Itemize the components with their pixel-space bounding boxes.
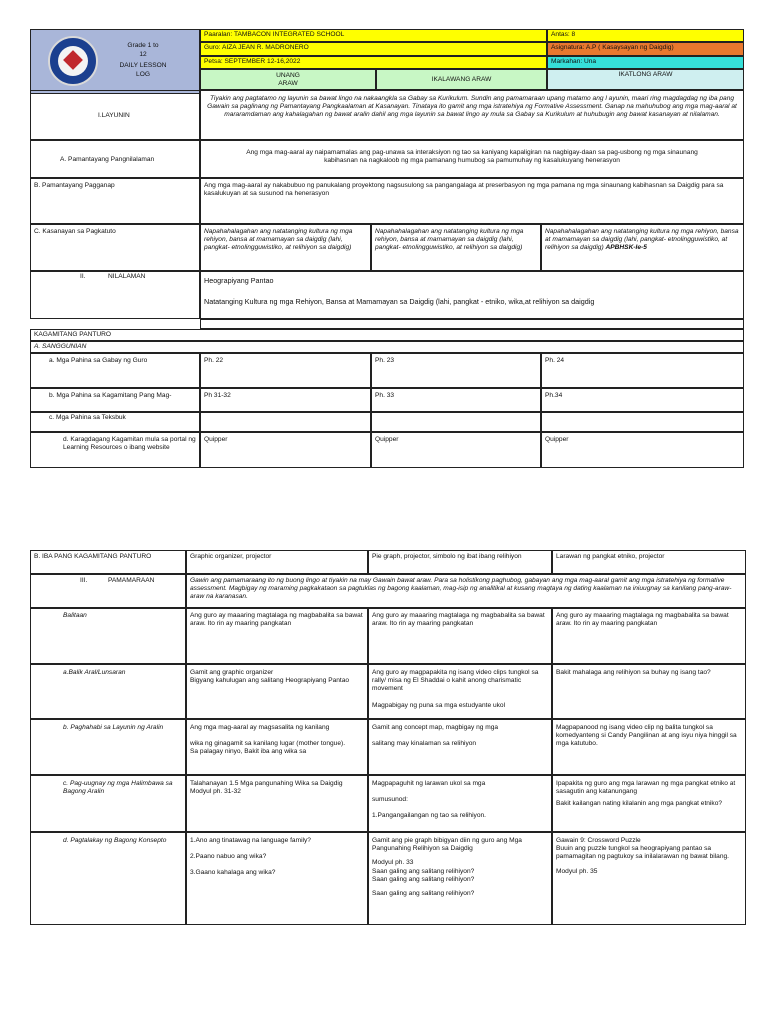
pagtalakay-day1-line2: 2.Paano nabuo ang wika? <box>190 853 267 861</box>
pag-uugnay-day1-line2: Modyul ph. 31-32 <box>190 788 241 796</box>
teksbuk-day3 <box>541 412 744 432</box>
balik-aral-day1 <box>186 664 368 719</box>
karagdagang-kagamitan-day3: Quipper <box>541 432 744 468</box>
grade-label: Grade 1 to <box>127 42 159 49</box>
pagtalakay-day3-line1: Gawain 9: Crossword Puzzle <box>556 837 641 844</box>
nilalaman-topic1: Heograpiyang Pantao <box>204 276 274 285</box>
gabay-guro-day2: Ph. 23 <box>371 353 541 388</box>
iba-pang-kagamitan-day1: Graphic organizer, projector <box>186 550 368 574</box>
pagtalakay-day1 <box>186 832 368 925</box>
kagamitang-pang-mag-aaral-label: b. Mga Pahina sa Kagamitang Pang Mag- <box>30 388 200 412</box>
balitaan-day2: Ang guro ay maaaring magtalaga ng magbabalita sa bawat araw. Ito rin ay maaring pangkatan <box>368 608 552 664</box>
gabay-guro-day3: Ph. 24 <box>541 353 744 388</box>
kasanayan-day2: Napahahalagahan ang natatanging kultura ng mga rehiyon, bansa at mamamayan sa daigdig (lahi, pangkat- etnolingguwistiko, at relihiyon sa daigdig) <box>371 224 541 271</box>
teksbuk-day2 <box>371 412 541 432</box>
pag-uugnay-day3-line2: Bakit kailangan nating kilalanin ang mga pangkat etniko? <box>556 800 723 808</box>
pag-uugnay-day2 <box>368 775 552 832</box>
paghahabi-day1-line3: Sa palagay ninyo, Bakit iba ang wika sa <box>190 748 307 756</box>
grade-label-2: 12 <box>139 51 147 58</box>
kagamitang-pang-mag-aaral-day3: Ph.34 <box>541 388 744 412</box>
pagtalakay-day1-line3: 3.Gaano kahalaga ang wika? <box>190 869 276 877</box>
paghahabi-day1-line2: wika ng ginagamit sa kanilang lugar (mother tongue). <box>190 740 346 748</box>
pag-uugnay-label: c. Pag-uugnay ng mga Halimbawa sa Bagong Aralin <box>30 775 186 832</box>
quarter-field: Markahan: Una <box>547 56 744 69</box>
balik-aral-day2-line1: Ang guro ay magpapakita ng isang video clips tungkol sa rally/ misa ng El Shaddai o kahit anong charismatic movement <box>372 669 539 693</box>
karagdagang-kagamitan-day2: Quipper <box>371 432 541 468</box>
kagamitang-pang-mag-aaral-day2: Ph. 33 <box>371 388 541 412</box>
grade-level-field: Antas: 8 <box>547 29 744 42</box>
pag-uugnay-day2-line2: sumusunod: <box>372 796 408 804</box>
teacher-field: Guro: AIZA JEAN R. MADRONERO <box>200 42 547 56</box>
pagtalakay-day2 <box>368 832 552 925</box>
pamamaraan-text: Gawin ang pamamaraang ito ng buong lingo at tiyakin na may Gawain bawat araw. Para sa holistikong paghubog, gabayan ang mga mag-aaral gamit ang mga istratehiya ng formative assessment. Magbigay ng maraming pagkakataon sa pagtuklas ng bagong kaalaman, mag-isip ng analitikal at kusang magtaya ng dating kaalaman na iniuugnay sa kanilang pang-araw-araw na karanasan. <box>186 574 746 608</box>
pagtalakay-day2-line1: Gamit ang pie graph bibigyan diin ng guro ang Mga Pangunahing Relihiyon sa Daigdig <box>372 837 522 853</box>
layunin-text: Tiyakin ang pagtatamo ng layunin sa bawat lingo na nakaangkla sa Gabay sa Kurikulum. Sundin ang pamamaraan upang matamo ang l ayunin, maari ring magdagdag ng iba pang Gawain sa paglinang ng Pamantayang Pangkaalaman at Kasanayan. Tinataya ito gamit ang mga istratehiya ng Formative Assessment. Ganap na mahuhubog ang mga mag-aaral at mararamdaman ang kahalagahan ng bawat aralin dahil ang mga layunin sa bawat lingo ay mula sa Gabay sa Kurikulum at huhubugin ang bawat kasanayan at nilalaman. <box>200 90 744 140</box>
gabay-guro-label: a. Mga Pahina sa Gabay ng Guro <box>30 353 200 388</box>
pag-uugnay-day1-line1: Talahanayan 1.5 Mga pangunahing Wika sa Daigdig <box>190 780 343 787</box>
kasanayan-day1: Napahahalagahan ang natatanging kultura ng mga rehiyon, bansa at mamamayan sa daigdig (lahi, pangkat- etnolingguwistiko, at relihiyon sa daigdig) <box>200 224 371 271</box>
paghahabi-day1-line1: Ang mga mag-aaral ay magsasalita ng kanilang <box>190 724 330 731</box>
day1-header-line1: UNANG <box>276 72 300 79</box>
log-title: DAILY LESSON <box>119 62 167 69</box>
subject-field: Asignatura: A.P ( Kasaysayan ng Daigdig) <box>547 42 744 56</box>
pamantayang-pangnilalaman-text: Ang mga mag-aaral ay naipamamalas ang pag-unawa sa interaksiyon ng tao sa kaniyang kapaligiran na nagbigay-daan sa pag-usbong ng mga sinaunang kabihasnan na nagkaloob ng mga pamanang humubog sa pamumuhay ng kasalukuyang henerasyon <box>200 140 744 178</box>
pagtalakay-label: d. Pagtalakay ng Bagong Konsepto <box>30 832 186 925</box>
day2-header: IKALAWANG ARAW <box>376 69 547 90</box>
pagtalakay-day3 <box>552 832 746 925</box>
balitaan-day3: Ang guro ay maaaring magtalaga ng magbabalita sa bawat araw. Ito rin ay maaring pangkatan <box>552 608 746 664</box>
school-field: Paaralan: TAMBACON INTEGRATED SCHOOL <box>200 29 547 42</box>
teksbuk-label: c. Mga Pahina sa Teksbuk <box>30 412 200 432</box>
pag-uugnay-day2-line3: 1.Pangangailangan ng tao sa relihiyon. <box>372 812 487 820</box>
paghahabi-day3: Magpapanood ng isang video clip ng balita tungkol sa komedyanteng si Candy Pangilinan at ang isyu niya hinggil sa mga katutubo. <box>552 719 746 775</box>
gabay-guro-day1: Ph. 22 <box>200 353 371 388</box>
pagtalakay-day3-line2: Buuin ang puzzle tungkol sa heograpiyang pantao sa pamamagitan ng pagtukoy sa inilalarawan ng bawat bilang. <box>556 845 730 861</box>
paghahabi-day2-line2: salitang may kinalaman sa relihiyon <box>372 740 477 748</box>
nilalaman-content <box>200 271 744 319</box>
nilalaman-number: II. <box>80 273 86 280</box>
balik-aral-day1-line1: Gamit ang graphic organizer <box>190 669 274 676</box>
teksbuk-day1 <box>200 412 371 432</box>
pag-uugnay-day2-line1: Magpapaguhit ng larawan ukol sa mga <box>372 780 486 787</box>
pagtalakay-day2-line4: Saan galing ang salitang relihiyon? <box>372 875 475 883</box>
pamantayang-pangnilalaman-label: A. Pamantayang Pangnilalaman <box>60 156 155 163</box>
pamantayang-pagganap-label: B. Pamantayang Pagganap <box>30 178 200 224</box>
nilalaman-topic2: Natatanging Kultura ng mga Rehiyon, Bansa at Mamamayan sa Daigdig (lahi, pangkat - etniko, wika,at relihiyon sa daigdig <box>204 297 595 306</box>
pag-uugnay-day3 <box>552 775 746 832</box>
iba-pang-kagamitan-label: B. IBA PANG KAGAMITANG PANTURO <box>30 550 186 574</box>
pag-uugnay-day3-line1: Ipapakita ng guro ang mga larawan ng mga pangkat etniko at sasagutin ang katanungang <box>556 780 736 796</box>
pamamaraan-number: III. <box>80 577 88 584</box>
kasanayan-day3 <box>541 224 744 271</box>
pagtalakay-day3-line3: Modyul ph. 35 <box>556 867 598 875</box>
pag-uugnay-day1 <box>186 775 368 832</box>
kagamitan-label: KAGAMITANG PANTURO <box>30 329 744 341</box>
balik-aral-day2-line2: Magpabigay ng puna sa mga estudyante ukol <box>372 701 506 709</box>
paghahabi-label: b. Paghahabi sa Layunin ng Aralin <box>30 719 186 775</box>
balik-aral-day2 <box>368 664 552 719</box>
balitaan-day1: Ang guro ay maaaring magtalaga ng magbabalita sa bawat araw. Ito rin ay maaring pangkatan <box>186 608 368 664</box>
nilalaman-label: NILALAMAN <box>108 273 146 280</box>
layunin-label: I.LAYUNIN <box>98 112 130 119</box>
karagdagang-kagamitan-day1: Quipper <box>200 432 371 468</box>
day1-header-line2: ARAW <box>278 80 298 88</box>
kasanayan-day3-text: Napahahalagahan ang natatanging kultura ng mga rehiyon, bansa at mamamayan sa daigdig (lahi, pangkat- etnolingguwistiko, at relihiyon sa daigdig) <box>545 228 739 252</box>
paghahabi-day2 <box>368 719 552 775</box>
balik-aral-day3: Bakit mahalaga ang relihiyon sa buhay ng isang tao? <box>552 664 746 719</box>
kagamitan-spacer-cell <box>200 319 744 329</box>
balitaan-label: Balitaan <box>30 608 186 664</box>
kagamitang-pang-mag-aaral-day1: Ph 31-32 <box>200 388 371 412</box>
iba-pang-kagamitan-day3: Larawan ng pangkat etniko, projector <box>552 550 746 574</box>
balik-aral-label: a.Balik Aral/Lunsaran <box>30 664 186 719</box>
day3-header: IKATLONG ARAW <box>547 69 744 90</box>
pamamaraan-label: PAMAMARAAN <box>108 577 155 584</box>
log-title-2: LOG <box>136 71 150 78</box>
balik-aral-day1-line2: Bigyang kahulugan ang salitang Heograpiyang Pantao <box>190 677 350 685</box>
pamantayang-pagganap-text: Ang mga mag-aaral ay nakabubuo ng panukalang proyektong nagsusulong sa pangangalaga at preserbasyon ng mga pamana ng mga sinaunang kabihasnan sa Daigdig para sa kasalukuyan at sa susunod na henerasyon <box>200 178 744 224</box>
kasanayan-day3-code: APBHSK-Ie-5 <box>605 244 647 252</box>
sanggunian-label: A. SANGGUNIAN <box>30 341 744 353</box>
day1-header <box>200 69 376 90</box>
deped-seal-icon <box>48 36 98 86</box>
pagtalakay-day2-line2: Modyul ph. 33 <box>372 859 414 867</box>
kasanayan-label: C. Kasanayan sa Pagkatuto <box>30 224 200 271</box>
pagtalakay-day2-line5: Saan galing ang salitang relihiyon? <box>372 890 475 898</box>
paghahabi-day1 <box>186 719 368 775</box>
karagdagang-kagamitan-label: d. Karagdagang Kagamitan mula sa portal ng Learning Resources o ibang website <box>30 432 200 468</box>
pagtalakay-day1-line1: 1.Ano ang tinatawag na language family? <box>190 837 311 844</box>
iba-pang-kagamitan-day2: Pie graph, projector, simbolo ng ibat ibang relihiyon <box>368 550 552 574</box>
pagtalakay-day2-line3: Saan galing ang salitang relihiyon? <box>372 867 475 875</box>
paghahabi-day2-line1: Gamit ang concept map, magbigay ng mga <box>372 724 499 731</box>
date-field: Petsa: SEPTEMBER 12-16,2022 <box>200 56 547 69</box>
